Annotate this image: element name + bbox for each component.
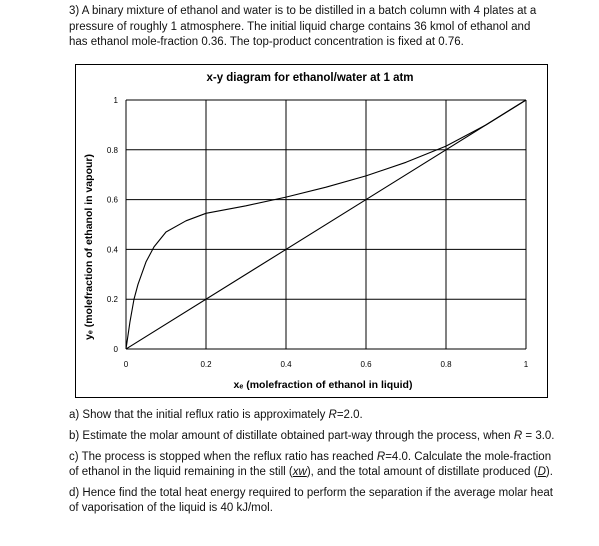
y-tick-label: 1	[113, 96, 118, 105]
chart-title: x-y diagram for ethanol/water at 1 atm	[206, 72, 414, 84]
diagonal-line	[126, 100, 526, 349]
question-a	[69, 408, 559, 423]
y-tick-label: 0.2	[106, 295, 118, 305]
var-r: R	[513, 430, 523, 442]
question-c-text: c) The process is stopped when the reflux ratio has reached	[69, 451, 377, 463]
question-c-mid2: ), and the total amount of distillate produced (	[306, 466, 538, 478]
x-tick-label: 0.6	[360, 360, 372, 369]
x-tick-label: 0.8	[440, 360, 452, 369]
question-b	[69, 429, 559, 444]
x-tick-label: 1	[523, 360, 529, 369]
y-tick-label: 0.8	[106, 145, 118, 155]
question-a-end: =2.0.	[336, 409, 363, 421]
y-tick-label: 0.4	[106, 245, 118, 255]
questions	[69, 408, 559, 522]
var-xw: xw	[292, 466, 307, 478]
question-b-text: b) Estimate the molar amount of distillate obtained part-way through the process, when	[69, 430, 514, 442]
x-axis-label: xₑ (molefraction of ethanol in liquid)	[233, 379, 413, 391]
question-c	[69, 450, 559, 480]
problem-intro: 3) A binary mixture of ethanol and water is to be distilled in a batch column with 4 plates at a pressure of roughly 1 atmosphere. The initial liquid charge contains 36 kmol of ethanol and has ethanol mole-fraction 0.36. The top-product concentration is fixed at 0.76.	[69, 5, 537, 48]
question-b-end: = 3.0.	[522, 430, 555, 442]
y-tick-label: 0.6	[106, 195, 118, 205]
y-axis-label: yₑ (molefraction of ethanol in vapour)	[83, 154, 95, 340]
y-tick-label: 0	[113, 345, 118, 354]
question-c-end: ).	[545, 466, 553, 478]
var-r: R	[328, 409, 337, 421]
var-r: R	[376, 451, 386, 463]
question-d: d) Hence find the total heat energy required to perform the separation if the average molar heat of vaporisation of the liquid is 40 kJ/mol.	[69, 487, 553, 514]
x-tick-label: 0.2	[200, 360, 212, 369]
x-tick-label: 0	[123, 360, 129, 369]
chart-frame	[75, 64, 548, 398]
x-tick-label: 0.4	[280, 360, 292, 369]
xy-chart	[76, 65, 549, 399]
var-d: D	[537, 466, 546, 478]
question-c-mid: =4.0. Calculate the mole-fraction of ethanol in the liquid remaining in the still (	[69, 451, 552, 478]
tick-labels	[107, 96, 529, 369]
series-group	[126, 100, 526, 349]
question-a-text: a) Show that the initial reflux ratio is approximately	[69, 409, 329, 421]
